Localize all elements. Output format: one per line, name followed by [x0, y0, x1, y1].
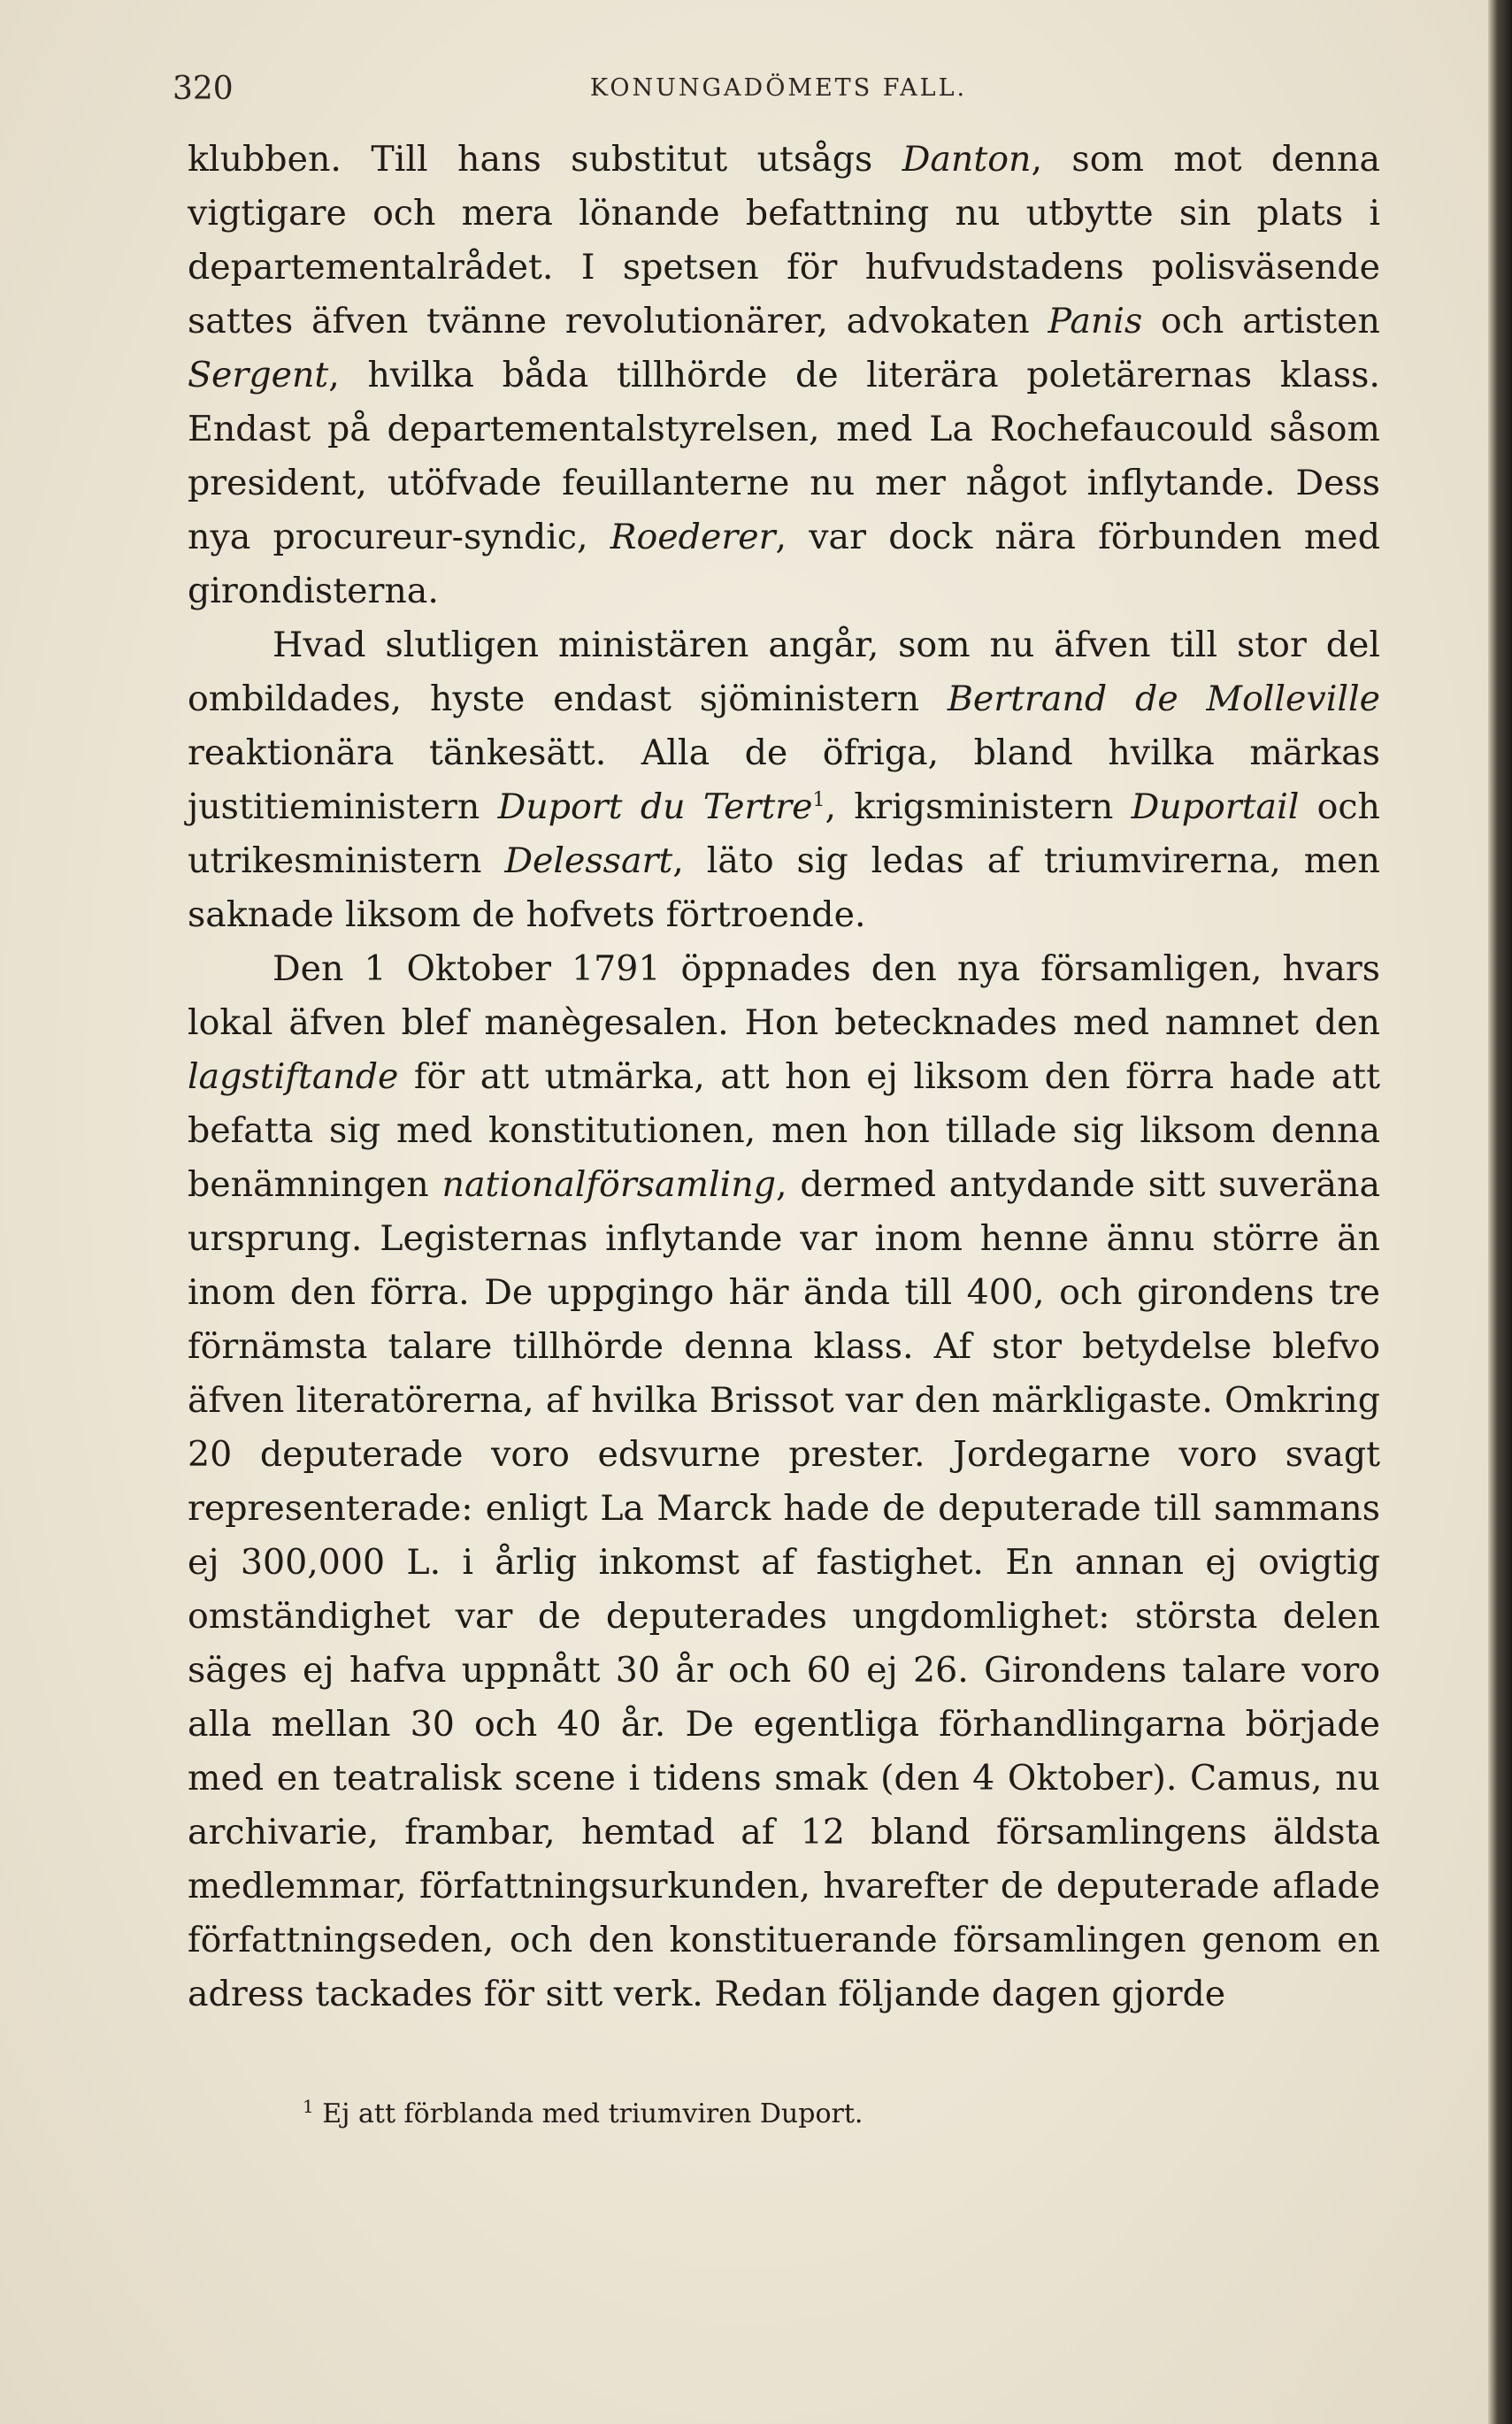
- page-header: [173, 71, 1385, 124]
- italic-name: Delessart: [504, 840, 673, 881]
- italic-name: Duportail: [1131, 786, 1300, 827]
- book-gutter-edge: [1488, 0, 1512, 2424]
- italic-name: lagstiftande: [188, 1056, 399, 1097]
- text-run: och utrikesministern: [188, 786, 1380, 881]
- italic-name: Sergent: [188, 355, 329, 395]
- text-run: , krigsministern: [825, 786, 1132, 827]
- italic-name: Danton: [902, 139, 1032, 180]
- text-run: för att utmärka, att hon ej liksom den förra hade att befatta sig med konstitutionen, men hon tillade sig liksom denna benämningen: [188, 1056, 1380, 1205]
- text-run: Hvad slutligen ministären angår, som nu äfven till stor del ombildades, hyste endast sjöministern: [188, 625, 1380, 719]
- italic-name: Roederer: [610, 517, 776, 557]
- text-run: , läto sig ledas af triumvirerna, men saknade liksom de hofvets förtroende.: [188, 840, 1380, 935]
- text-run: , dermed antydande sitt suveräna ursprung. Legisternas inflytande var inom henne ännu större än inom den förra. De uppgingo här ända till 400, och girondens tre förnämsta talare tillhörde denna klass. Af stor betydelse blefvo äfven literatörerna, af hvilka Brissot var den märkligaste. Omkring 20 deputerade voro edsvurne prester. Jordegarne voro svagt representerade: enligt La Marck hade de deputerade till sammans ej 300,000 L. i årlig inkomst af fastighet. En annan ej ovigtig omständighet var de deputerades ungdomlighet: största delen säges ej hafva uppnått 30 år och 60 ej 26. Girondens talare voro alla mellan 30 och 40 år. De egentliga förhandlingarna började med en teatralisk scene i tidens smak (den 4 Oktober). Camus, nu archivarie, frambar, hemtad af 12 bland församlingens äldsta medlemmar, författningsurkunden, hvarefter de deputerade aflade författningseden, och den konstituerande församlingen genom en adress tackades för sitt verk. Redan följande dagen gjorde: [188, 1164, 1380, 2014]
- italic-name: Duport du Tertre: [497, 786, 813, 827]
- italic-name: Bertrand de Molleville: [947, 679, 1380, 719]
- footnote-marker: 1: [303, 2096, 314, 2117]
- footnote-reference: 1: [812, 788, 825, 811]
- paragraph-1: [188, 133, 1380, 618]
- footnote: [188, 2097, 1380, 2132]
- text-run: , som mot denna vigtigare och mera lönande befattning nu utbytte sin plats i departementalrådet. I spetsen för hufvudstadens polisväsende sattes äfven tvänne revolutionärer, advokaten: [188, 139, 1380, 341]
- text-run: klubben. Till hans substitut utsågs: [188, 139, 902, 180]
- text-run: och artisten: [1142, 301, 1380, 341]
- running-title: KONUNGADÖMETS FALL.: [589, 74, 968, 102]
- body-text: [188, 133, 1380, 2021]
- text-run: reaktionära tänkesätt. Alla de öfriga, bland hvilka märkas justitieministern: [188, 733, 1380, 827]
- text-run: , var dock nära förbunden med girondisterna.: [188, 517, 1381, 611]
- italic-name: nationalförsamling: [441, 1164, 776, 1205]
- text-run: , hvilka båda tillhörde de literära poletärernas klass. Endast på departementalstyrelsen, med La Rochefaucould såsom president, utöfvade feuillanterne nu mer något inflytande. Dess nya procureur-syndic,: [188, 355, 1380, 557]
- paragraph-3: [188, 942, 1380, 2021]
- paragraph-2: [188, 618, 1380, 942]
- text-run: Den 1 Oktober 1791 öppnades den nya församligen, hvars lokal äfven blef manègesalen. Hon betecknades med namnet den: [188, 948, 1380, 1043]
- footnote-text: Ej att förblanda med triumviren Duport.: [313, 2098, 863, 2129]
- page-number: 320: [173, 71, 234, 107]
- italic-name: Panis: [1048, 301, 1143, 341]
